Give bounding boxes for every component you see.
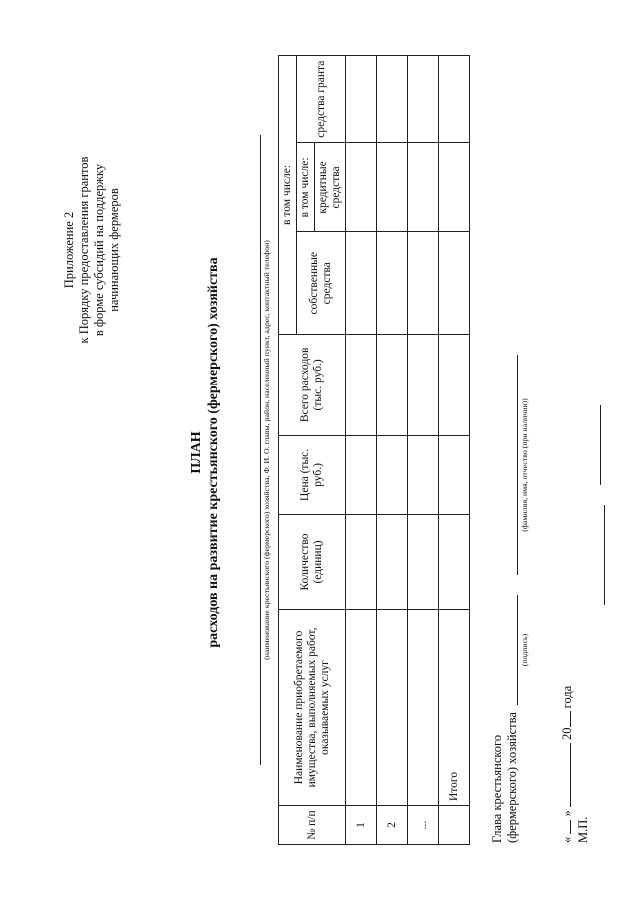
date-year-prefix: 20: [560, 727, 574, 740]
row-total-label: Итого: [439, 609, 470, 805]
head-title-line-2: (фермерского) хозяйства: [505, 712, 519, 843]
row-name-cell[interactable]: [346, 609, 377, 805]
date-open-quote: «: [560, 836, 574, 843]
header-name: Наименование приобретаемого имущества, выполняемых работ, оказываемых услуг: [279, 609, 346, 805]
table-row: [377, 56, 408, 845]
title-subtitle: расходов на развитие крестьянского (фермерского) хозяйства: [206, 257, 221, 648]
row-price-cell[interactable]: [377, 435, 408, 514]
row-own-cell[interactable]: [439, 232, 470, 334]
signature-caption: (подпись): [520, 633, 529, 667]
header-own-funds: собственные средства: [297, 232, 346, 334]
row-credit-cell[interactable]: [377, 143, 408, 232]
row-total-cell[interactable]: [408, 334, 439, 435]
document-title: [188, 0, 222, 905]
appendix-line-3: в форме субсидий на поддержку: [92, 163, 106, 337]
header-price: Цена (тыс. руб.): [279, 435, 346, 514]
row-credit-cell[interactable]: [346, 143, 377, 232]
row-own-cell[interactable]: [408, 232, 439, 334]
table-row: [346, 56, 377, 845]
expense-plan-table: [278, 55, 470, 845]
row-qty-cell[interactable]: [377, 515, 408, 610]
table-header-row-1: [279, 56, 297, 845]
row-total-cell[interactable]: [377, 334, 408, 435]
header-including-2: в том числе:: [297, 143, 315, 232]
row-price-cell[interactable]: [439, 435, 470, 514]
row-own-cell[interactable]: [346, 232, 377, 334]
date-day-field[interactable]: [570, 820, 571, 834]
header-qty: Количество (единиц): [279, 515, 346, 610]
row-credit-cell[interactable]: [408, 143, 439, 232]
header-grant: средства гранта: [297, 56, 346, 143]
extra-signature-line: [600, 405, 601, 485]
row-qty-cell[interactable]: [408, 515, 439, 610]
appendix-line-2: к Порядку предоставления грантов: [77, 156, 91, 344]
table-row: [408, 56, 439, 845]
appendix-header: [62, 120, 122, 380]
row-qty-cell[interactable]: [346, 515, 377, 610]
appendix-line-1: Приложение 2: [62, 211, 76, 289]
appendix-line-4: начинающих фермеров: [107, 188, 121, 312]
full-name-field[interactable]: [517, 355, 518, 575]
row-grant-cell[interactable]: [377, 56, 408, 143]
date-year-field[interactable]: [570, 712, 571, 728]
stamp-placeholder: М.П.: [576, 816, 590, 843]
row-total-cell[interactable]: [439, 334, 470, 435]
farm-name-caption: (наименование крестьянского (фермерского) хозяйства, Ф. И. О. главы, район, населенный пункт, адрес, контактный телефон): [262, 240, 271, 660]
row-grant-cell[interactable]: [439, 56, 470, 143]
date-month-field[interactable]: [570, 743, 571, 807]
date-year-suffix: года: [560, 685, 574, 709]
header-credit: кредитные средства: [315, 143, 346, 232]
row-num: 1: [346, 806, 377, 845]
signature-field[interactable]: [517, 595, 518, 705]
row-num: 2: [377, 806, 408, 845]
row-own-cell[interactable]: [377, 232, 408, 334]
header-including: в том числе:: [279, 56, 297, 335]
farm-name-field[interactable]: [246, 135, 261, 765]
extra-signature-line-2: [604, 505, 605, 605]
header-num: № п/п: [279, 806, 346, 845]
date-close-quote: »: [560, 810, 574, 817]
full-name-caption: (фамилия, имя, отчество (при наличии)): [520, 398, 529, 532]
row-credit-cell[interactable]: [439, 143, 470, 232]
title-plan: ПЛАН: [189, 431, 204, 474]
table-row-total: [439, 56, 470, 845]
row-total-cell[interactable]: [346, 334, 377, 435]
row-name-cell[interactable]: [377, 609, 408, 805]
header-total: Всего расходов (тыс. руб.): [279, 334, 346, 435]
row-price-cell[interactable]: [408, 435, 439, 514]
row-qty-cell[interactable]: [439, 515, 470, 610]
signature-block: [490, 712, 520, 843]
head-title-line-1: Глава крестьянского: [490, 734, 504, 843]
row-name-cell[interactable]: [408, 609, 439, 805]
row-price-cell[interactable]: [346, 435, 377, 514]
row-grant-cell[interactable]: [346, 56, 377, 143]
date-line: [560, 686, 575, 843]
row-num: ...: [408, 806, 439, 845]
row-grant-cell[interactable]: [408, 56, 439, 143]
row-num: [439, 806, 470, 845]
